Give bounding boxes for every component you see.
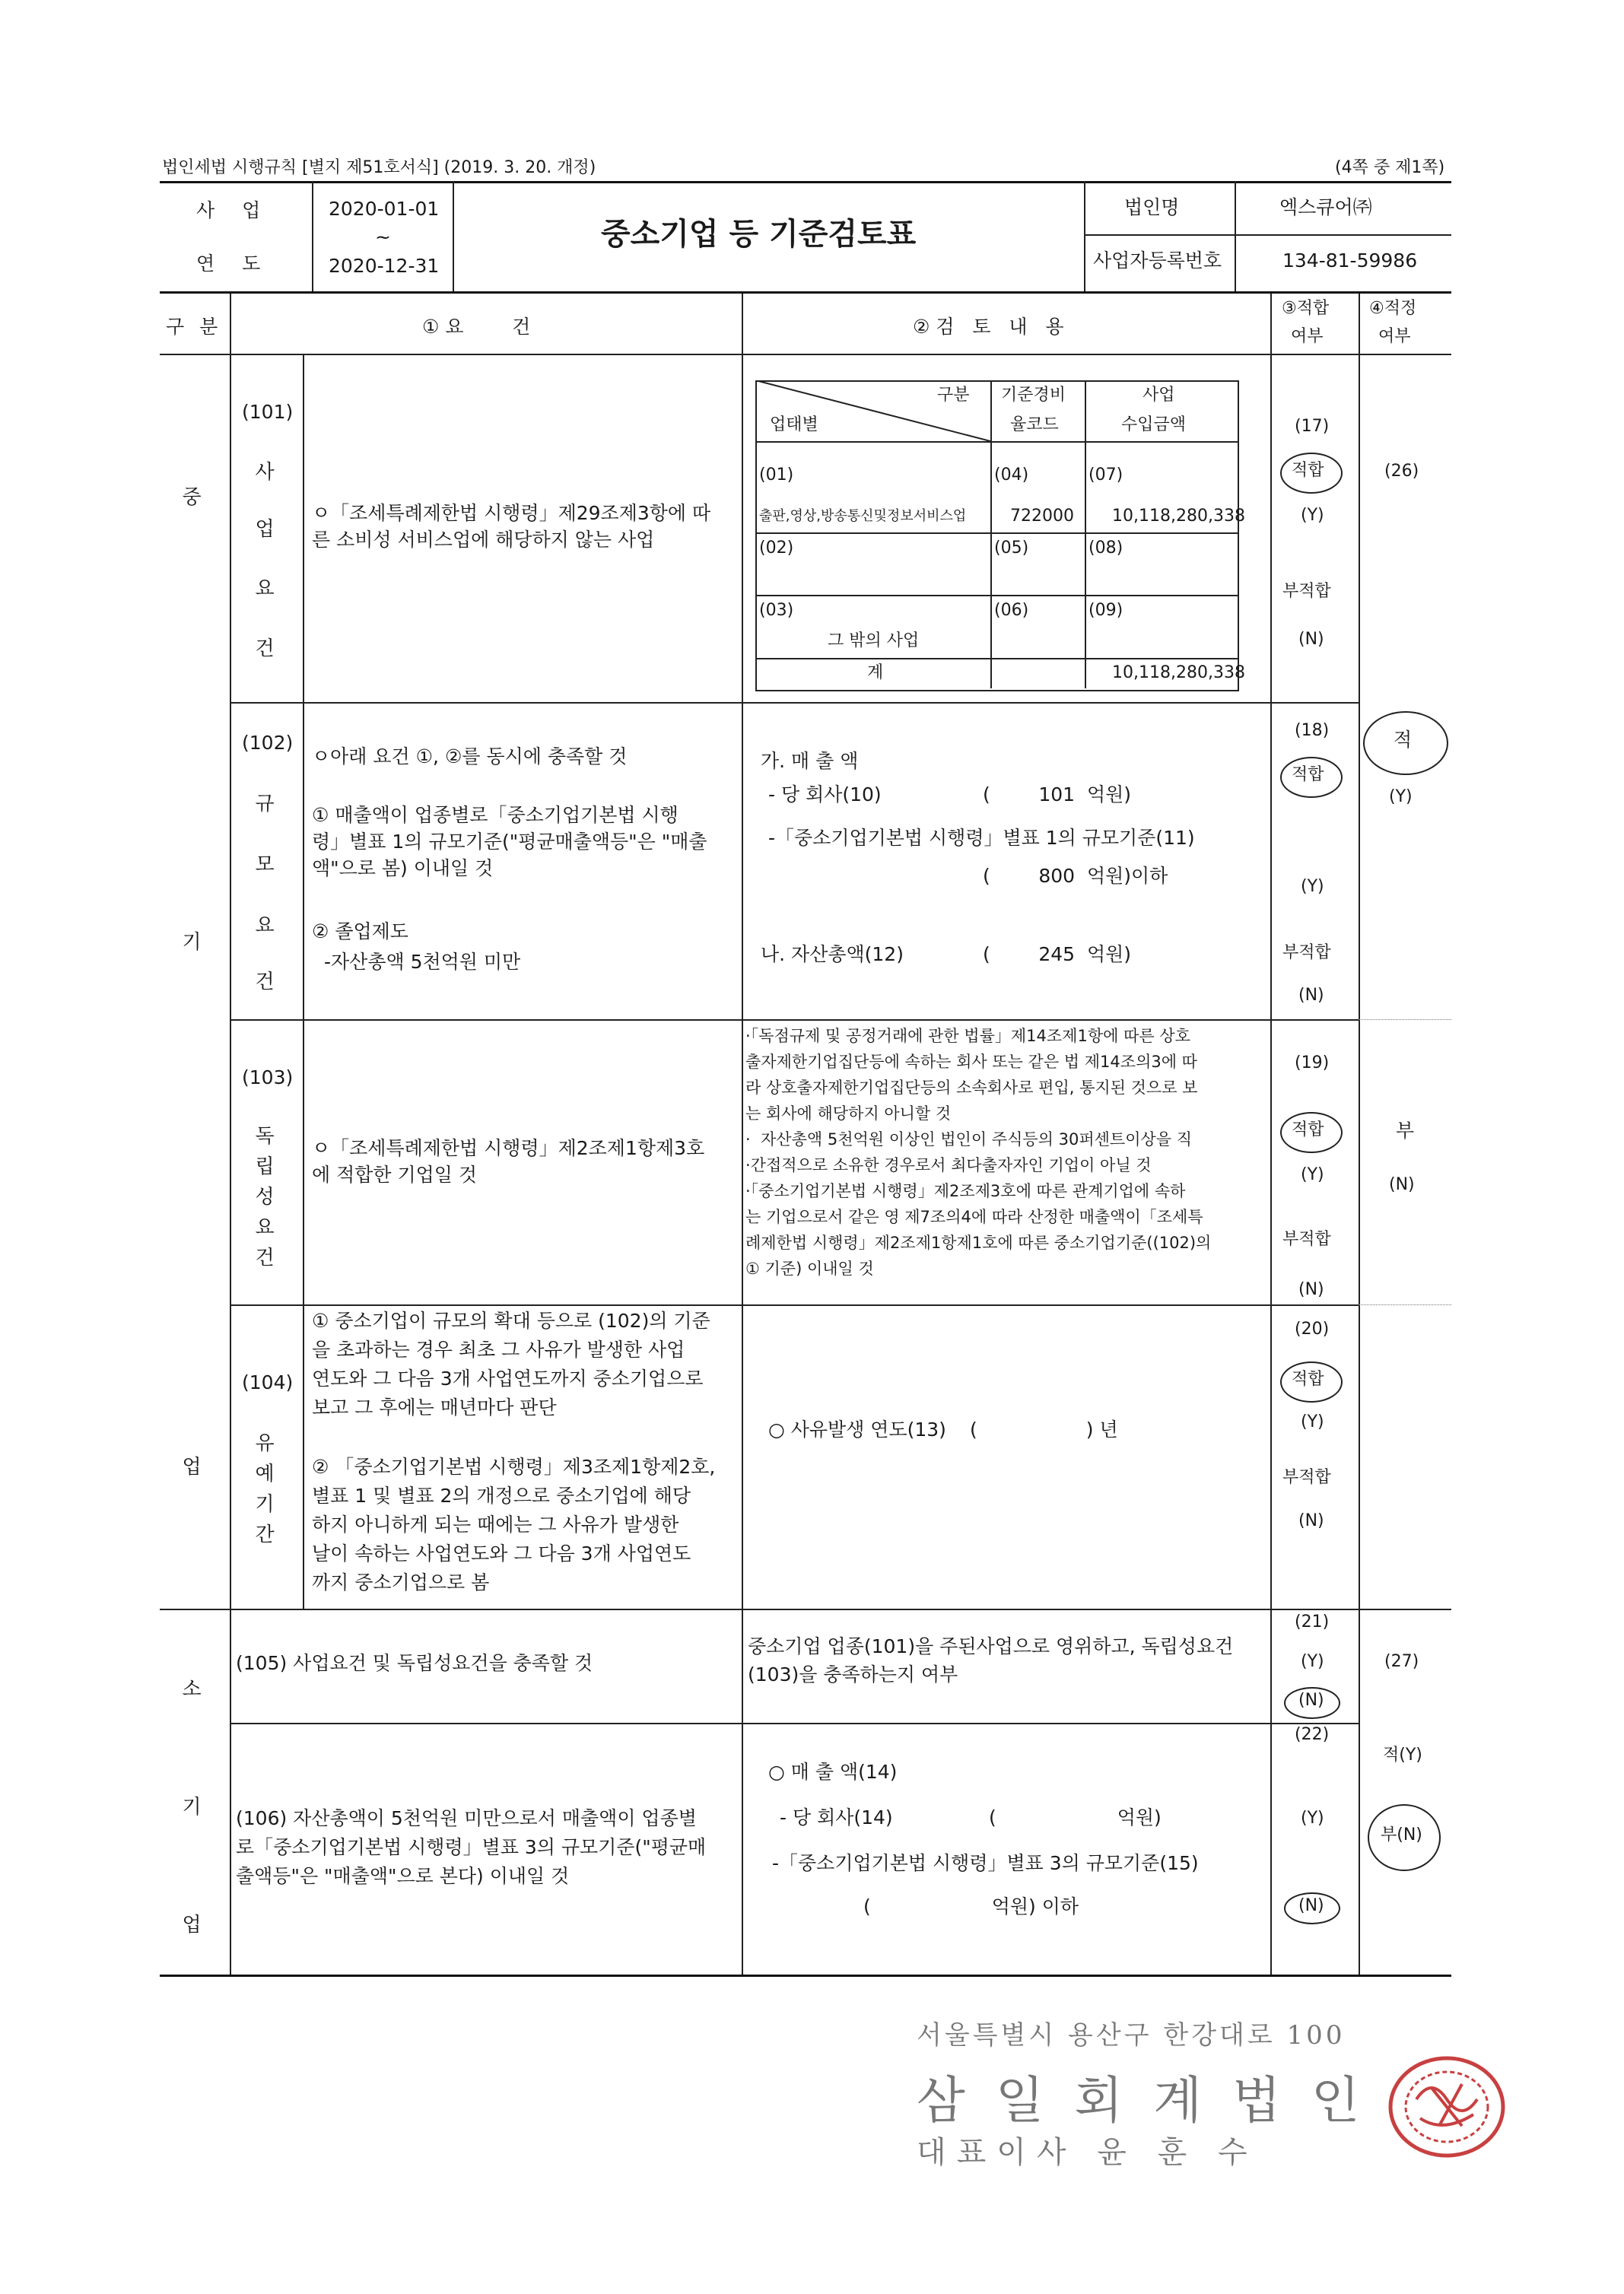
- col-requirement: ① 요 건: [422, 316, 531, 338]
- r106-fit4-n: 부(N): [1381, 1825, 1422, 1844]
- r103-review-line: ·「독점규제 및 공정거래에 관한 법률」제14조제1항에 따른 상호: [745, 1027, 1190, 1045]
- section-sme-char-3: 업: [182, 1456, 202, 1479]
- r104-requirement-line: ② 「중소기업기본법 시행령」제3조제1항제2호,: [312, 1456, 716, 1478]
- table-h-biz: 업태별: [770, 415, 818, 434]
- r106-fit3-code: (22): [1295, 1725, 1330, 1744]
- r105-review-line: 중소기업 업종(101)을 주된사업으로 영위하고, 독립성요건: [748, 1635, 1234, 1657]
- col-fit4-line2: 여부: [1378, 327, 1411, 346]
- r105-requirement: (105) 사업요건 및 독립성요건을 충족할 것: [236, 1652, 593, 1674]
- r103-fit3-n: (N): [1298, 1280, 1324, 1299]
- r102-review-assets: 나. 자산총액(12): [761, 943, 904, 965]
- r106-requirement-line: 출액등"은 "매출액"으로 본다) 이내일 것: [236, 1865, 570, 1887]
- r105-review-line: (103)을 충족하는지 여부: [748, 1663, 958, 1686]
- col-category: 구 분: [166, 316, 223, 338]
- r106-review-standard: -「중소기업기본법 시행령」별표 3의 규모기준(15): [772, 1852, 1199, 1874]
- r104-requirement-line: 을 초과하는 경우 최초 그 사유가 발생한 사업: [312, 1339, 685, 1361]
- r102-requirement-line: -자산총액 5천억원 미만: [324, 951, 521, 973]
- r106-fit3-y: (Y): [1301, 1809, 1324, 1828]
- r106-requirement-line: (106) 자산총액이 5천억원 미만으로서 매출액이 업종별: [236, 1807, 697, 1829]
- section-small-char-1: 소: [182, 1678, 202, 1701]
- header-rule: [160, 181, 1451, 183]
- corporate-seal-stamp: [1386, 2054, 1508, 2160]
- col-fit3-line1: ③적합: [1282, 299, 1330, 318]
- r105-fit3-code: (21): [1295, 1612, 1330, 1632]
- page-indicator: (4쪽 중 제1쪽): [1335, 158, 1445, 177]
- r103-requirement-line: 에 적합한 기업일 것: [312, 1164, 478, 1186]
- r104-requirement-line: 별표 1 및 별표 2의 개정으로 중소기업에 해당: [312, 1485, 691, 1507]
- footer-org: 삼일회계법인: [917, 2071, 1390, 2130]
- r102-fit3-fit: 적합: [1292, 765, 1324, 784]
- table-r2-n3: (08): [1088, 539, 1123, 558]
- period-start: 2020-01-01: [329, 198, 440, 220]
- period-label-2: 연 도: [196, 253, 272, 275]
- table-r2-n2: (05): [994, 539, 1029, 558]
- section-small-char-2: 기: [182, 1796, 202, 1819]
- regulation-caption: 법인세법 시행규칙 [별지 제51호서식] (2019. 3. 20. 개정): [162, 158, 596, 177]
- r102-review-standard-value: ( 800 억원)이하: [983, 865, 1168, 887]
- r101-label-4: 건: [255, 637, 275, 660]
- r101-label-2: 업: [255, 518, 275, 541]
- r102-fit3-code: (18): [1295, 721, 1330, 740]
- r102-review-assets-value: ( 245 억원): [983, 943, 1131, 965]
- biz-no-label: 사업자등록번호: [1093, 249, 1222, 272]
- table-total-amount: 10,118,280,338: [1112, 663, 1245, 682]
- r106-requirement-line: 로「중소기업기본법 시행령」별표 3의 규모기준("평균매: [236, 1836, 707, 1858]
- table-r2-n1: (02): [759, 539, 794, 558]
- r104-fit3-fit: 적합: [1292, 1370, 1324, 1389]
- r103-review-line: 례제한법 시행령」제2조제1항제1호에 따른 중소기업기준((102)의: [745, 1234, 1212, 1252]
- footer-ceo: 대표이사 윤 훈 수: [917, 2135, 1258, 2170]
- r102-fit4-y: (Y): [1389, 787, 1413, 806]
- r102-requirement-line: ① 매출액이 업종별로「중소기업기본법 시행: [312, 804, 679, 826]
- r102-code: (102): [242, 732, 294, 754]
- r106-review-company-value: ( 억원): [989, 1806, 1162, 1829]
- period-label-1: 사 업: [196, 199, 272, 221]
- r104-review-year-value: ( ) 년: [970, 1419, 1118, 1441]
- r102-fit3-n: (N): [1298, 986, 1324, 1005]
- r102-fit4-mark: 적: [1394, 729, 1413, 751]
- r104-label-1: 유: [255, 1432, 275, 1455]
- col-fit3-line2: 여부: [1291, 327, 1324, 346]
- r102-fit3-unfit: 부적합: [1282, 943, 1331, 962]
- r101-fit4-code: (26): [1384, 462, 1419, 481]
- r105-fit3-n: (N): [1298, 1691, 1324, 1710]
- table-h-code-2: 율코드: [1010, 415, 1059, 434]
- r104-fit3-y: (Y): [1301, 1412, 1324, 1431]
- corp-name-label: 법인명: [1124, 196, 1180, 218]
- r101-code: (101): [242, 401, 294, 423]
- r106-fit3-n: (N): [1298, 1896, 1324, 1915]
- r102-fit3-y: (Y): [1301, 877, 1324, 896]
- table-r3-name: 그 밖의 사업: [828, 631, 920, 650]
- r103-fit3-y: (Y): [1301, 1165, 1324, 1184]
- r103-requirement-line: ㅇ「조세특례제한법 시행령」제2조제1항제3호: [312, 1137, 705, 1159]
- r101-label-3: 요: [255, 577, 275, 600]
- table-r3-n2: (06): [994, 601, 1029, 620]
- r101-fit3-fit: 적합: [1292, 461, 1324, 480]
- r104-requirement-line: 보고 그 후에는 매년마다 판단: [312, 1396, 557, 1419]
- table-h-amount-1: 사업: [1143, 386, 1175, 405]
- r102-label-1: 규: [255, 793, 275, 815]
- r102-requirement-line: 액"으로 봄) 이내일 것: [312, 857, 494, 879]
- r102-requirement-line: 령」별표 1의 규모기준("평균매출액등"은 "매출: [312, 831, 707, 853]
- table-h-code-1: 기준경비: [1001, 386, 1066, 405]
- r104-label-2: 예: [255, 1463, 275, 1485]
- r103-label-1: 독: [255, 1125, 275, 1148]
- table-h-amount-2: 수입금액: [1121, 415, 1187, 434]
- r103-review-line: 는 회사에 해당하지 아니할 것: [745, 1104, 952, 1123]
- r103-review-line: 출자제한기업집단등에 속하는 회사 또는 같은 법 제14조의3에 따: [745, 1053, 1197, 1071]
- table-r1-name: 출판,영상,방송통신및정보서비스업: [759, 508, 967, 524]
- r103-code: (103): [242, 1066, 294, 1088]
- r104-requirement-line: 날이 속하는 사업연도와 그 다음 3개 사업연도: [312, 1543, 691, 1565]
- table-r3-n1: (03): [759, 601, 794, 620]
- r104-requirement-line: 까지 중소기업으로 봄: [312, 1571, 490, 1593]
- r102-review-standard: -「중소기업기본법 시행령」별표 1의 규모기준(11): [768, 827, 1195, 849]
- r101-fit3-unfit: 부적합: [1282, 582, 1331, 601]
- r102-review-sales: 가. 매 출 액: [761, 750, 859, 772]
- table-r1-code: 722000: [1010, 507, 1074, 526]
- col-review: ② 검 토 내 용: [913, 316, 1064, 338]
- r104-label-4: 간: [255, 1524, 275, 1546]
- table-total-label: 계: [867, 663, 884, 682]
- r103-label-4: 요: [255, 1216, 275, 1239]
- r106-review-company: - 당 회사(14): [780, 1806, 893, 1829]
- section-sme-char-1: 중: [182, 486, 202, 509]
- r106-review-standard-value: ( 억원) 이하: [863, 1895, 1079, 1917]
- r102-label-4: 건: [255, 971, 275, 993]
- table-r3-n3: (09): [1088, 601, 1123, 620]
- r103-review-line: ·「중소기업기본법 시행령」제2조제3호에 따른 관계기업에 속하: [745, 1182, 1186, 1200]
- r104-fit3-n: (N): [1298, 1511, 1324, 1530]
- r104-fit3-code: (20): [1295, 1320, 1330, 1339]
- r106-fit4-y: 적(Y): [1383, 1746, 1422, 1765]
- period-end: 2020-12-31: [329, 255, 440, 277]
- r103-label-3: 성: [255, 1186, 275, 1209]
- r103-review-line: ① 기준) 이내일 것: [745, 1260, 874, 1278]
- page-title: 중소기업 등 기준검토표: [601, 217, 917, 252]
- r102-label-2: 모: [255, 853, 275, 876]
- r103-review-line: ·간접적으로 소유한 경우로서 최다출자자인 기업이 아닐 것: [745, 1156, 1152, 1174]
- r102-review-company: - 당 회사(10): [768, 783, 882, 805]
- title-rule: [160, 291, 1451, 294]
- r104-review-year-label: ○ 사유발생 연도(13): [768, 1419, 946, 1441]
- section-sme-char-2: 기: [182, 931, 202, 954]
- r101-fit3-n: (N): [1298, 630, 1324, 649]
- table-r1-amount: 10,118,280,338: [1112, 507, 1245, 526]
- r104-code: (104): [242, 1371, 294, 1393]
- r103-fit3-unfit: 부적합: [1282, 1230, 1331, 1249]
- footer-address: 서울특별시 용산구 한강대로 100: [917, 2020, 1346, 2051]
- r103-review-line: · 자산총액 5천억원 이상인 법인이 주식등의 30퍼센트이상을 직: [745, 1130, 1193, 1149]
- r104-label-3: 기: [255, 1493, 275, 1516]
- r101-fit3-code: (17): [1295, 417, 1330, 436]
- r103-label-5: 건: [255, 1247, 275, 1269]
- col-fit4-line1: ④적정: [1369, 299, 1417, 318]
- r102-review-company-value: ( 101 억원): [983, 783, 1131, 805]
- biz-no: 134-81-59986: [1282, 249, 1418, 272]
- section-small-char-3: 업: [182, 1914, 202, 1937]
- r101-label-1: 사: [255, 461, 275, 484]
- r104-requirement-line: ① 중소기업이 규모의 확대 등으로 (102)의 기준: [312, 1310, 710, 1332]
- r104-requirement-line: 연도와 그 다음 3개 사업연도까지 중소기업으로: [312, 1368, 704, 1390]
- r101-requirement-line: 른 소비성 서비스업에 해당하지 않는 사업: [312, 529, 655, 551]
- r103-review-line: 라 상호출자제한기업집단등의 소속회사로 편입, 통지된 것으로 보: [745, 1079, 1198, 1097]
- r105-fit3-y: (Y): [1301, 1652, 1324, 1671]
- table-r1-n2: (04): [994, 465, 1029, 485]
- table-r1-n3: (07): [1088, 465, 1123, 485]
- r101-requirement-line: ㅇ「조세특례제한법 시행령」제29조제3항에 따: [312, 502, 711, 524]
- r103-fit3-code: (19): [1295, 1053, 1330, 1072]
- r102-label-3: 요: [255, 914, 275, 937]
- table-h-type: 구분: [937, 386, 970, 405]
- table-r1-n1: (01): [759, 465, 794, 485]
- r104-fit3-unfit: 부적합: [1282, 1468, 1331, 1487]
- r101-fit3-y: (Y): [1301, 506, 1324, 525]
- r105-fit4-code: (27): [1384, 1652, 1419, 1671]
- r103-fit4-n: (N): [1389, 1175, 1415, 1194]
- r103-review-line: 는 기업으로서 같은 영 제7조의4에 따라 산정한 매출액이「조세특: [745, 1208, 1203, 1226]
- period-tilde: ~: [375, 226, 391, 248]
- r104-requirement-line: 하지 아니하게 되는 때에는 그 사유가 발생한: [312, 1514, 679, 1536]
- r106-review-sales: ○ 매 출 액(14): [768, 1761, 898, 1783]
- r102-requirement-line: ② 졸업제도: [312, 920, 408, 942]
- r103-fit4-mark: 부: [1396, 1120, 1415, 1142]
- r103-label-2: 립: [255, 1155, 275, 1178]
- r102-requirement-line: ㅇ아래 요건 ①, ②를 동시에 충족할 것: [312, 745, 628, 767]
- corp-name: 엑스큐어㈜: [1279, 196, 1372, 218]
- r103-fit3-fit: 적합: [1292, 1120, 1324, 1139]
